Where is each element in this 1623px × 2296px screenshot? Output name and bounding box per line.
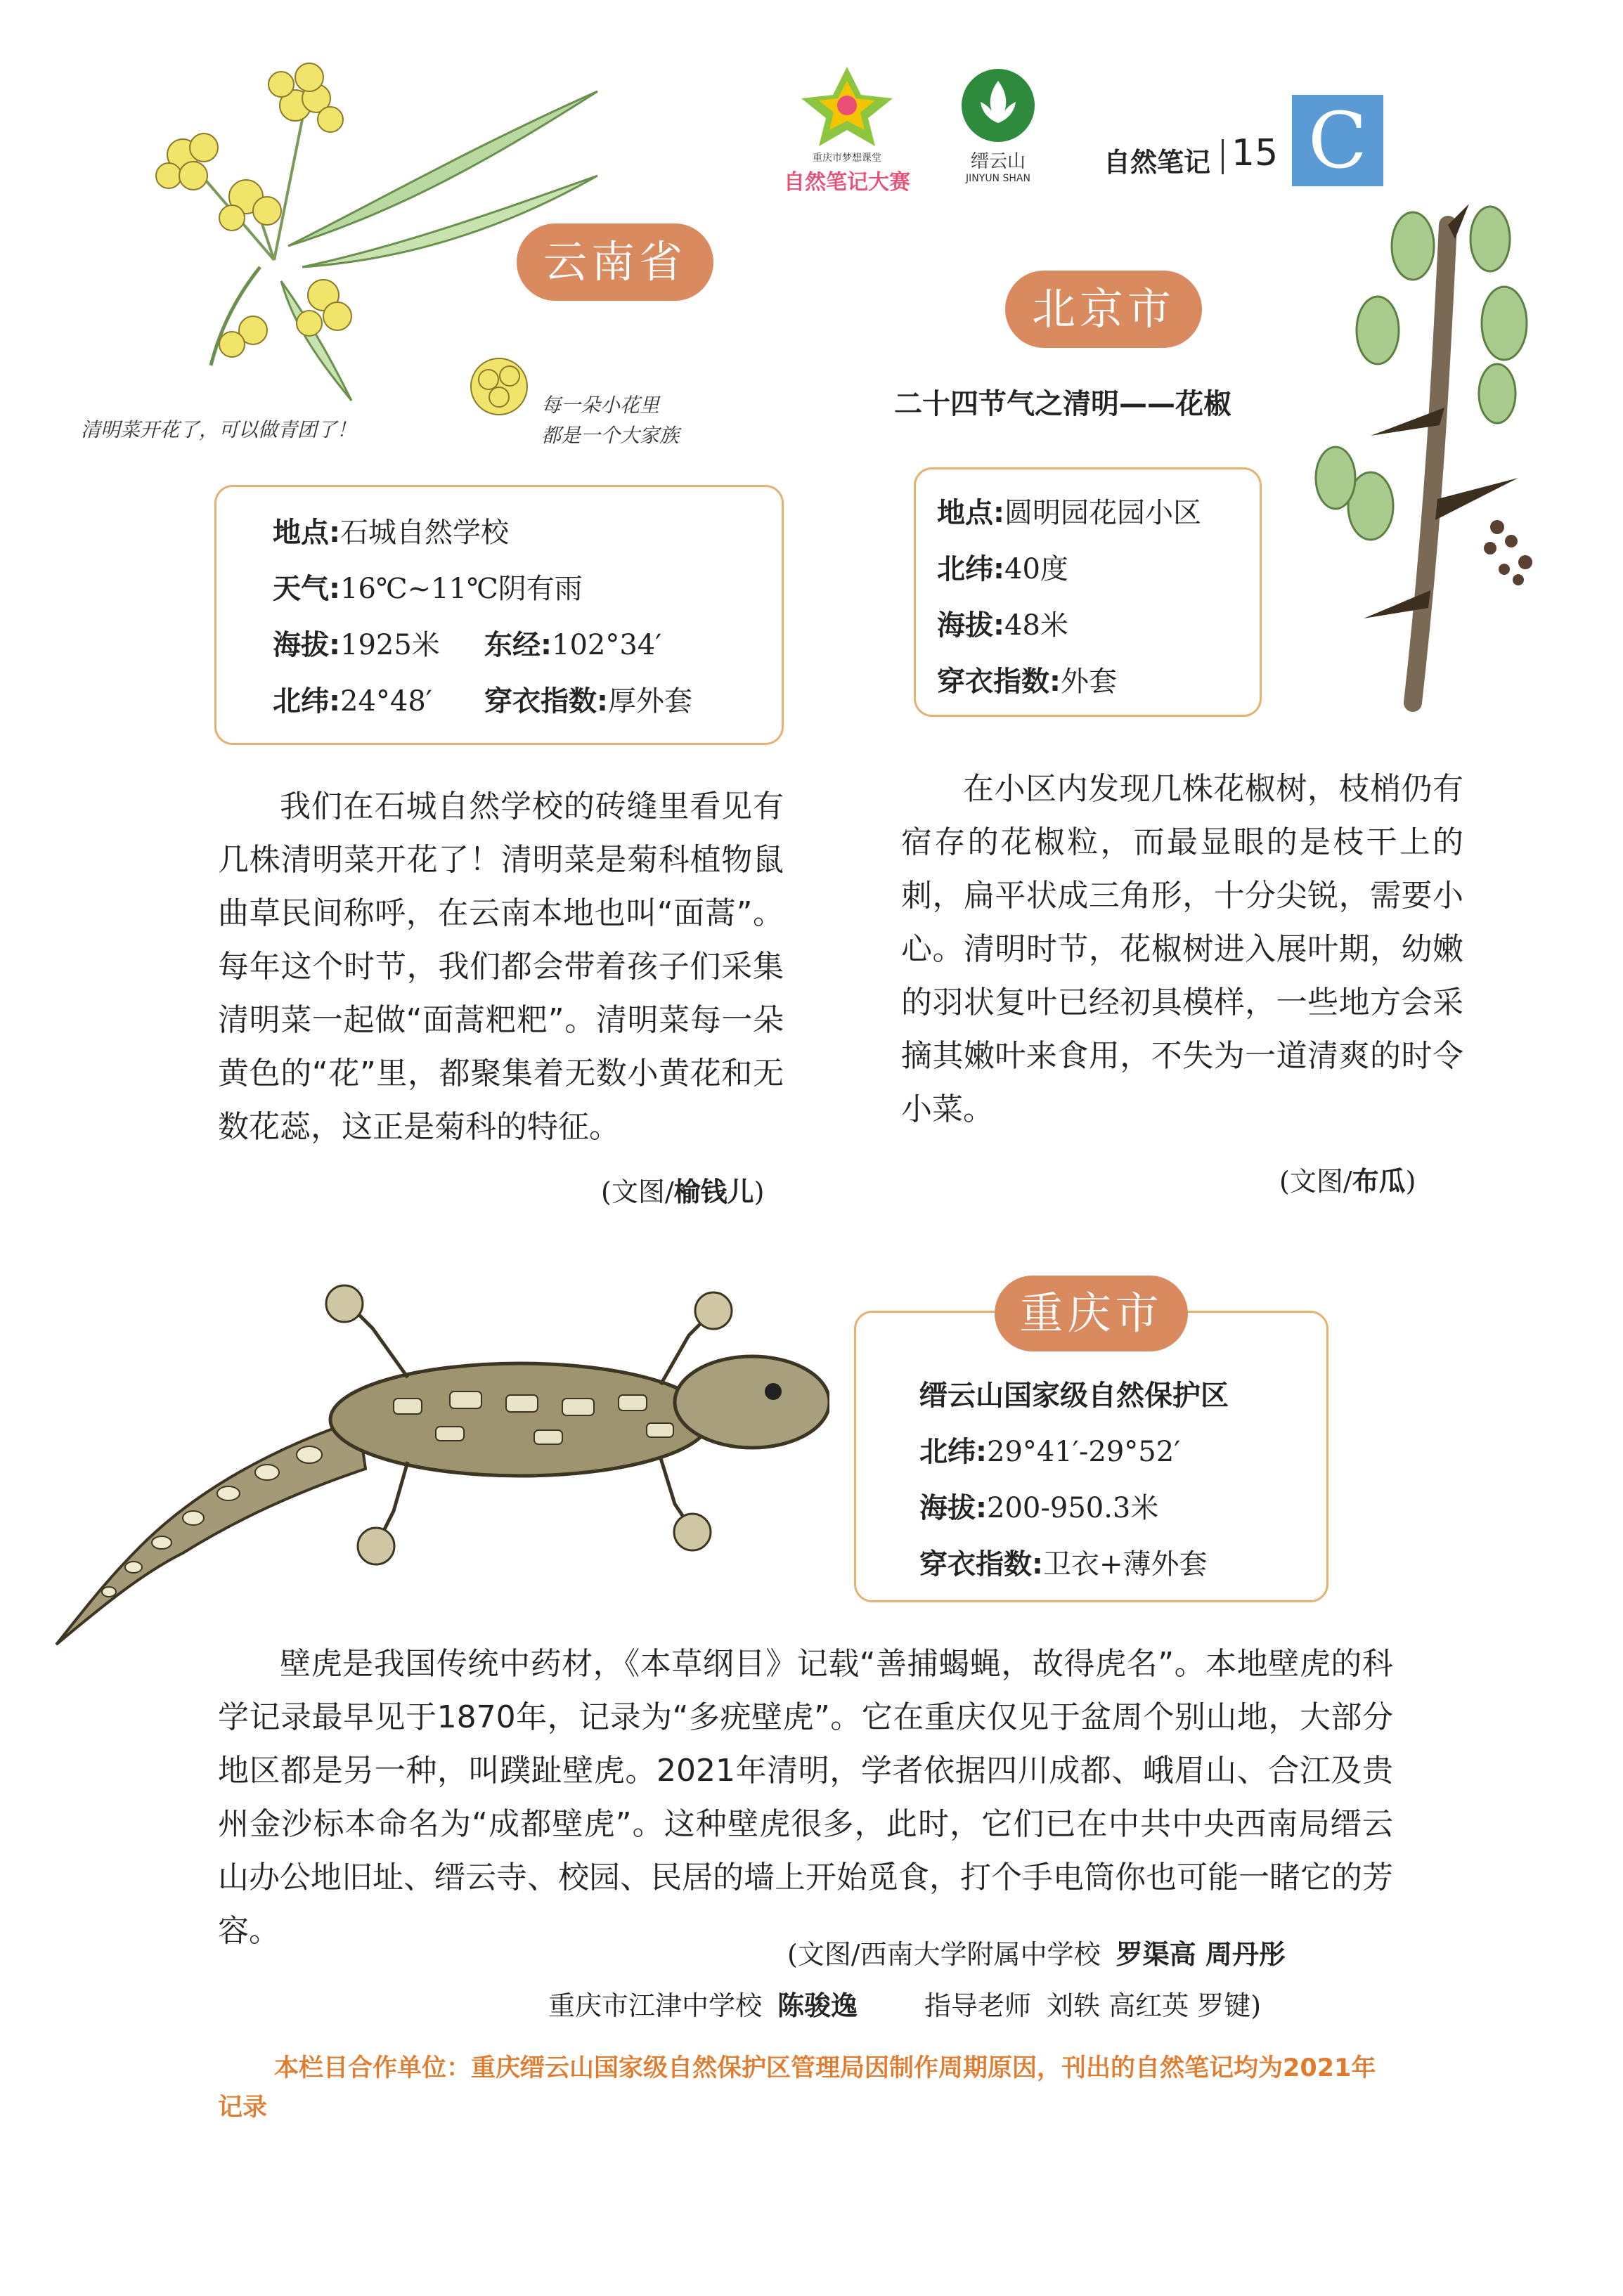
info-weather xyxy=(273,561,782,617)
info-altitude-value: 48米 xyxy=(1004,609,1068,642)
info-weather-key: 天气: xyxy=(273,573,340,605)
info-latitude xyxy=(919,1424,1326,1480)
info-altitude-longitude xyxy=(273,617,782,673)
info-clothing-key: 穿衣指数: xyxy=(919,1548,1043,1581)
region-pill-beijing: 北京市 xyxy=(1005,271,1202,348)
chongqing-credit2-teachers: 刘轶 高红英 罗键) xyxy=(1047,1990,1262,2021)
beijing-credit-suffix: ) xyxy=(1405,1166,1416,1197)
info-box-yunnan xyxy=(214,485,784,745)
yunnan-paragraph: 我们在石城自然学校的砖缝里看见有几株清明菜开花了！清明菜是菊科植物鼠曲草民间称呼，在云南本地也叫“面蒿”。每年这个时节，我们都会带着孩子们采集清明菜一起做“面蒿粑粑”。清明菜每一朵黄色的“花”里，都聚集着无数小黄花和无数花蕊，这正是菊科的特征。 xyxy=(218,789,784,1145)
beijing-sichuan-pepper-illustration xyxy=(1286,197,1582,717)
jinyun-leaf-icon xyxy=(959,67,1037,144)
yunnan-credit xyxy=(601,1170,764,1209)
info-location-value: 圆明园花园小区 xyxy=(1004,497,1201,529)
chongqing-credit1-names: 罗渠高 周丹彤 xyxy=(1116,1939,1286,1970)
info-location-key: 地点: xyxy=(937,497,1004,529)
region-pill-yunnan: 云南省 xyxy=(517,223,713,301)
yunnan-credit-prefix: (文图/ xyxy=(601,1176,674,1207)
info-longitude-value: 102°34′ xyxy=(552,629,662,661)
yunnan-credit-name: 榆钱儿 xyxy=(673,1176,754,1207)
chongqing-credit-line1 xyxy=(787,1933,1286,1971)
section-label: 自然笔记 xyxy=(1104,147,1211,178)
chongqing-gecko-illustration xyxy=(42,1279,829,1652)
info-clothing-value: 卫衣+薄外套 xyxy=(1043,1548,1208,1581)
info-clothing-key: 穿衣指数: xyxy=(937,666,1061,698)
info-location xyxy=(273,505,782,561)
chongqing-credit2-teacher-label: 指导老师 xyxy=(924,1990,1032,2021)
info-box-chongqing xyxy=(854,1311,1328,1602)
beijing-credit-prefix: (文图/ xyxy=(1279,1166,1352,1197)
chongqing-paragraph: 壁虎是我国传统中药材，《本草纲目》记载“善捕蝎蝇，故得虎名”。本地壁虎的科学记录最早见于1870年，记录为“多疣壁虎”。它在重庆仅见于盆周个别山地，大部分地区都是另一种，叫蹼趾壁虎。2021年清明，学者依据四川成都、峨眉山、合江及贵州金沙标本命名为“成都壁虎”。这种壁虎很多，此时，它们已在中共中央西南局缙云山办公地旧址、缙云寺、校园、民居的墙上开始觅食，打个手电筒你也可能一睹它的芳容。 xyxy=(218,1646,1393,1949)
info-altitude-value: 1925米 xyxy=(340,629,440,661)
beijing-paragraph: 在小区内发现几株花椒树，枝梢仍有宿存的花椒粒，而最显眼的是枝干上的刺，扁平状成三角形，十分尖锐，需要小心。清明时节，花椒树进入展叶期，幼嫩的羽状复叶已经初具模样，一些地方会采摘其嫩叶来食用，不失为一道清爽的时令小菜。 xyxy=(901,771,1463,1127)
info-box-beijing xyxy=(914,467,1262,717)
header-divider xyxy=(1222,139,1224,174)
info-clothing-value: 外套 xyxy=(1061,666,1117,698)
logo1-caption-top: 重庆市梦想课堂 xyxy=(813,153,881,164)
info-clothing-key: 穿衣指数: xyxy=(484,685,608,718)
info-weather-value: 16℃~11℃阴有雨 xyxy=(340,573,583,605)
info-altitude-key: 海拔: xyxy=(919,1492,987,1524)
chongqing-credit1-prefix: (文图/西南大学附属中学校 xyxy=(787,1939,1101,1970)
info-altitude-value: 200-950.3米 xyxy=(987,1492,1159,1524)
yunnan-handwritten-note-1: 清明菜开花了，可以做青团了！ xyxy=(81,418,357,441)
yunnan-handwritten-note-2a: 每一朵小花里 xyxy=(541,394,660,417)
section-badge: C xyxy=(1292,95,1383,186)
info-altitude-key: 海拔: xyxy=(937,609,1004,642)
info-clothing-value: 厚外套 xyxy=(608,685,692,718)
logo2-caption: 缙云山 xyxy=(970,151,1026,172)
yunnan-handwritten-note-2b: 都是一个大家族 xyxy=(541,424,680,447)
info-altitude-key: 海拔: xyxy=(273,629,340,661)
chongqing-credit-line2 xyxy=(548,1984,1261,2023)
info-location xyxy=(919,1368,1326,1424)
chongqing-credit2-school: 重庆市江津中学校 xyxy=(548,1990,763,2021)
beijing-subtitle: 二十四节气之清明——花椒 xyxy=(894,388,1231,420)
sichuan-pepper-branch-icon xyxy=(1286,197,1582,717)
logo-jinyunshan xyxy=(949,67,1047,183)
info-latitude-value: 24°48′ xyxy=(340,685,432,718)
logo2-subcaption: JINYUN SHAN xyxy=(966,173,1030,184)
info-clothing xyxy=(937,654,1260,710)
info-location-key: 地点: xyxy=(273,517,340,549)
info-latitude-key: 北纬: xyxy=(919,1436,987,1468)
page-number: 15 xyxy=(1231,132,1279,174)
info-latitude-value: 29°41′-29°52′ xyxy=(987,1436,1181,1468)
info-location-value: 石城自然学校 xyxy=(340,517,509,549)
footer-note: 本栏目合作单位：重庆缙云山国家级自然保护区管理局因制作周期原因，刊出的自然笔记均为2021年记录 xyxy=(218,2054,1376,2122)
info-latitude-clothing xyxy=(273,673,782,729)
logo1-caption: 自然笔记大赛 xyxy=(784,170,910,195)
info-altitude xyxy=(937,597,1260,654)
info-latitude-value: 40度 xyxy=(1004,553,1068,585)
info-location-value: 缙云山国家级自然保护区 xyxy=(919,1380,1229,1412)
info-latitude xyxy=(937,541,1260,597)
beijing-credit xyxy=(1279,1160,1416,1198)
logo-dream-classroom xyxy=(766,63,928,195)
yunnan-credit-suffix: ) xyxy=(754,1176,765,1207)
region-pill-chongqing: 重庆市 xyxy=(995,1276,1188,1351)
info-clothing xyxy=(919,1536,1326,1593)
info-longitude-key: 东经: xyxy=(484,629,552,661)
info-location xyxy=(937,485,1260,541)
beijing-credit-name: 布瓜 xyxy=(1352,1166,1406,1197)
info-latitude-key: 北纬: xyxy=(937,553,1004,585)
gecko-icon xyxy=(42,1279,829,1652)
star-logo-icon xyxy=(766,63,928,148)
chongqing-credit2-name: 陈骏逸 xyxy=(777,1990,858,2021)
info-altitude xyxy=(919,1480,1326,1536)
info-latitude-key: 北纬: xyxy=(273,685,340,718)
